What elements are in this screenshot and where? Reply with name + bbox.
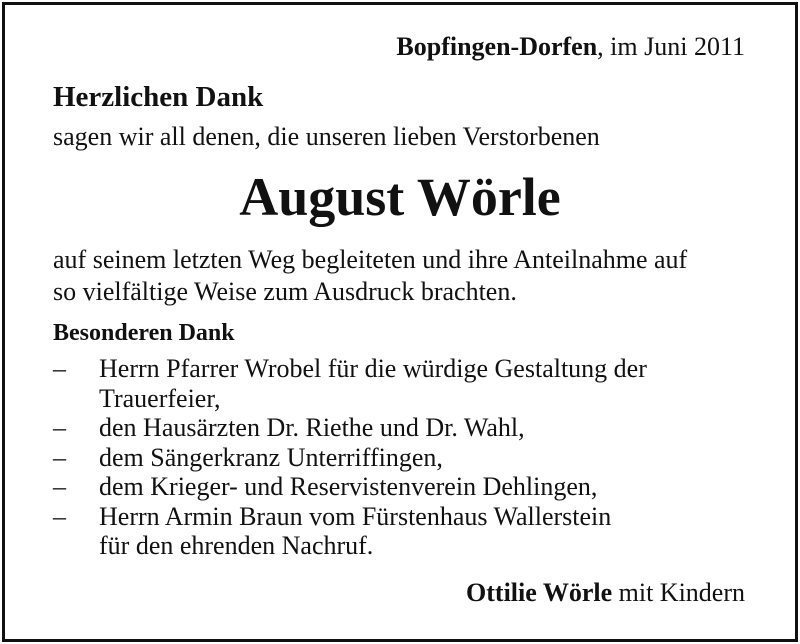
dash-bullet: – <box>53 442 66 472</box>
list-item <box>53 472 647 502</box>
dash-bullet: – <box>53 472 66 501</box>
list-item-line: Herrn Armin Braun vom Fürstenhaus Wallerstein <box>99 501 612 531</box>
list-item-line: dem Krieger- und Reservistenverein Dehlingen, <box>99 472 598 501</box>
list-item <box>53 443 647 473</box>
list-item <box>53 502 647 561</box>
dash-bullet: – <box>53 413 66 442</box>
thanks-heading: Herzlichen Dank <box>53 81 264 113</box>
place: Bopfingen-Dorfen <box>396 32 598 61</box>
list-item <box>53 354 647 413</box>
dash-bullet: – <box>53 501 66 531</box>
special-thanks-heading: Besonderen Dank <box>53 320 235 346</box>
special-thanks-list <box>53 354 647 561</box>
dash-bullet: – <box>53 354 66 383</box>
list-item-line: Herrn Pfarrer Wrobel für die würdige Gestaltung der <box>99 354 647 383</box>
list-item-line: Trauerfeier, <box>99 383 221 413</box>
deceased-name: August Wörle <box>239 167 561 227</box>
list-item-line: für den ehrenden Nachruf. <box>99 531 374 560</box>
signature <box>466 578 745 608</box>
list-item <box>53 413 647 443</box>
place-and-date <box>396 32 745 62</box>
list-item-line: dem Sängerkranz Unterriffingen, <box>99 442 443 472</box>
intro-text: sagen wir all denen, die unseren lieben Verstorbenen <box>53 122 600 151</box>
list-item-line: den Hausärzten Dr. Riethe und Dr. Wahl, <box>99 413 525 442</box>
signature-name: Ottilie Wörle <box>466 578 613 607</box>
body-line-2: so vielfältige Weise zum Ausdruck brachten. <box>53 277 517 306</box>
date: , im Juni 2011 <box>597 32 745 61</box>
body-line-1: auf seinem letzten Weg begleiteten und ihre Anteilnahme auf <box>53 245 688 274</box>
signature-suffix: mit Kindern <box>612 578 745 607</box>
